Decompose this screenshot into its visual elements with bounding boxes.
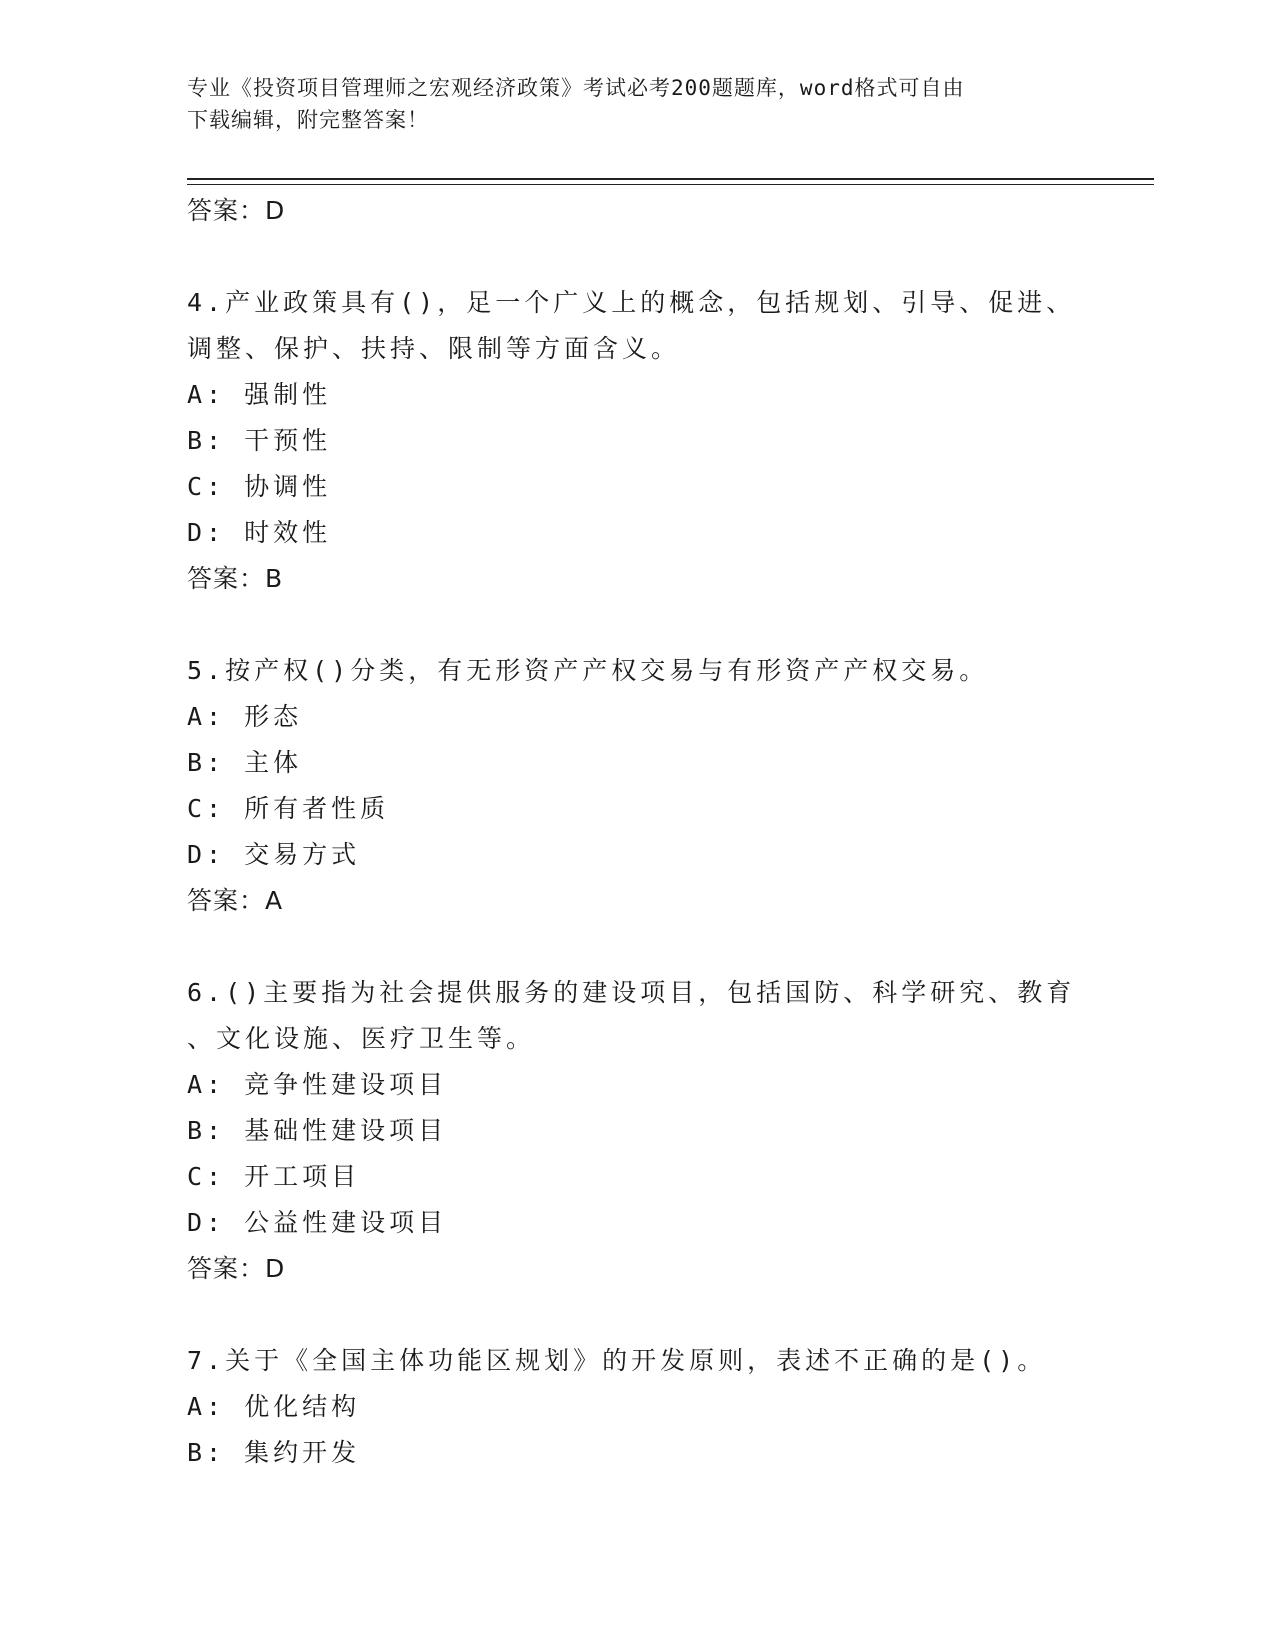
header-line-2: 下载编辑，附完整答案！ [187,108,429,132]
question-7-option-b: B: 集约开发 [187,1438,361,1467]
question-4-stem [187,280,1087,372]
question-6-option-b: B: 基础性建设项目 [187,1116,448,1145]
question-6-answer: 答案：D [187,1254,286,1283]
previous-question-answer: 答案：D [187,196,286,225]
question-7 [187,1338,1087,1476]
question-5-stem-line-1: 5.按产权()分类，有无形资产产权交易与有形资产产权交易。 [187,656,989,685]
question-6-option-c: C: 开工项目 [187,1162,361,1191]
question-4-stem-line-1: 4.产业政策具有()，足一个广义上的概念，包括规划、引导、促进、 [187,288,1076,317]
header-divider-thin [187,184,1154,185]
question-4-option-b: B: 干预性 [187,426,332,455]
question-4-option-c: C: 协调性 [187,472,332,501]
question-6 [187,970,1087,1292]
question-5-option-b: B: 主体 [187,748,303,777]
question-5-option-c: C: 所有者性质 [187,794,390,823]
spacer [187,602,1087,648]
question-7-stem [187,1338,1087,1384]
question-4-option-d: D: 时效性 [187,518,332,547]
question-6-option-d: D: 公益性建设项目 [187,1208,448,1237]
question-6-stem-line-1: 6.()主要指为社会提供服务的建设项目，包括国防、科学研究、教育 [187,978,1076,1007]
question-4-stem-line-2: 调整、保护、扶持、限制等方面含义。 [187,334,681,363]
spacer [187,234,1087,280]
question-5-answer: 答案：A [187,886,284,915]
question-6-stem-line-2: 、文化设施、医疗卫生等。 [187,1024,536,1053]
document-header [187,72,1087,136]
spacer [187,924,1087,970]
question-5-option-d: D: 交易方式 [187,840,361,869]
spacer [187,1292,1087,1338]
question-4-answer: 答案：B [187,564,284,593]
header-divider-thick [187,178,1154,180]
question-5-option-a: A: 形态 [187,702,303,731]
question-4-option-a: A: 强制性 [187,380,332,409]
question-4 [187,280,1087,602]
question-7-option-a: A: 优化结构 [187,1392,361,1421]
header-line-1: 专业《投资项目管理师之宏观经济政策》考试必考200题题库，word格式可自由 [187,76,965,100]
question-5 [187,648,1087,924]
question-7-stem-line-1: 7.关于《全国主体功能区规划》的开发原则，表述不正确的是()。 [187,1346,1047,1375]
question-list [187,188,1087,1476]
question-6-stem [187,970,1087,1062]
question-6-option-a: A: 竞争性建设项目 [187,1070,448,1099]
question-5-stem [187,648,1087,694]
